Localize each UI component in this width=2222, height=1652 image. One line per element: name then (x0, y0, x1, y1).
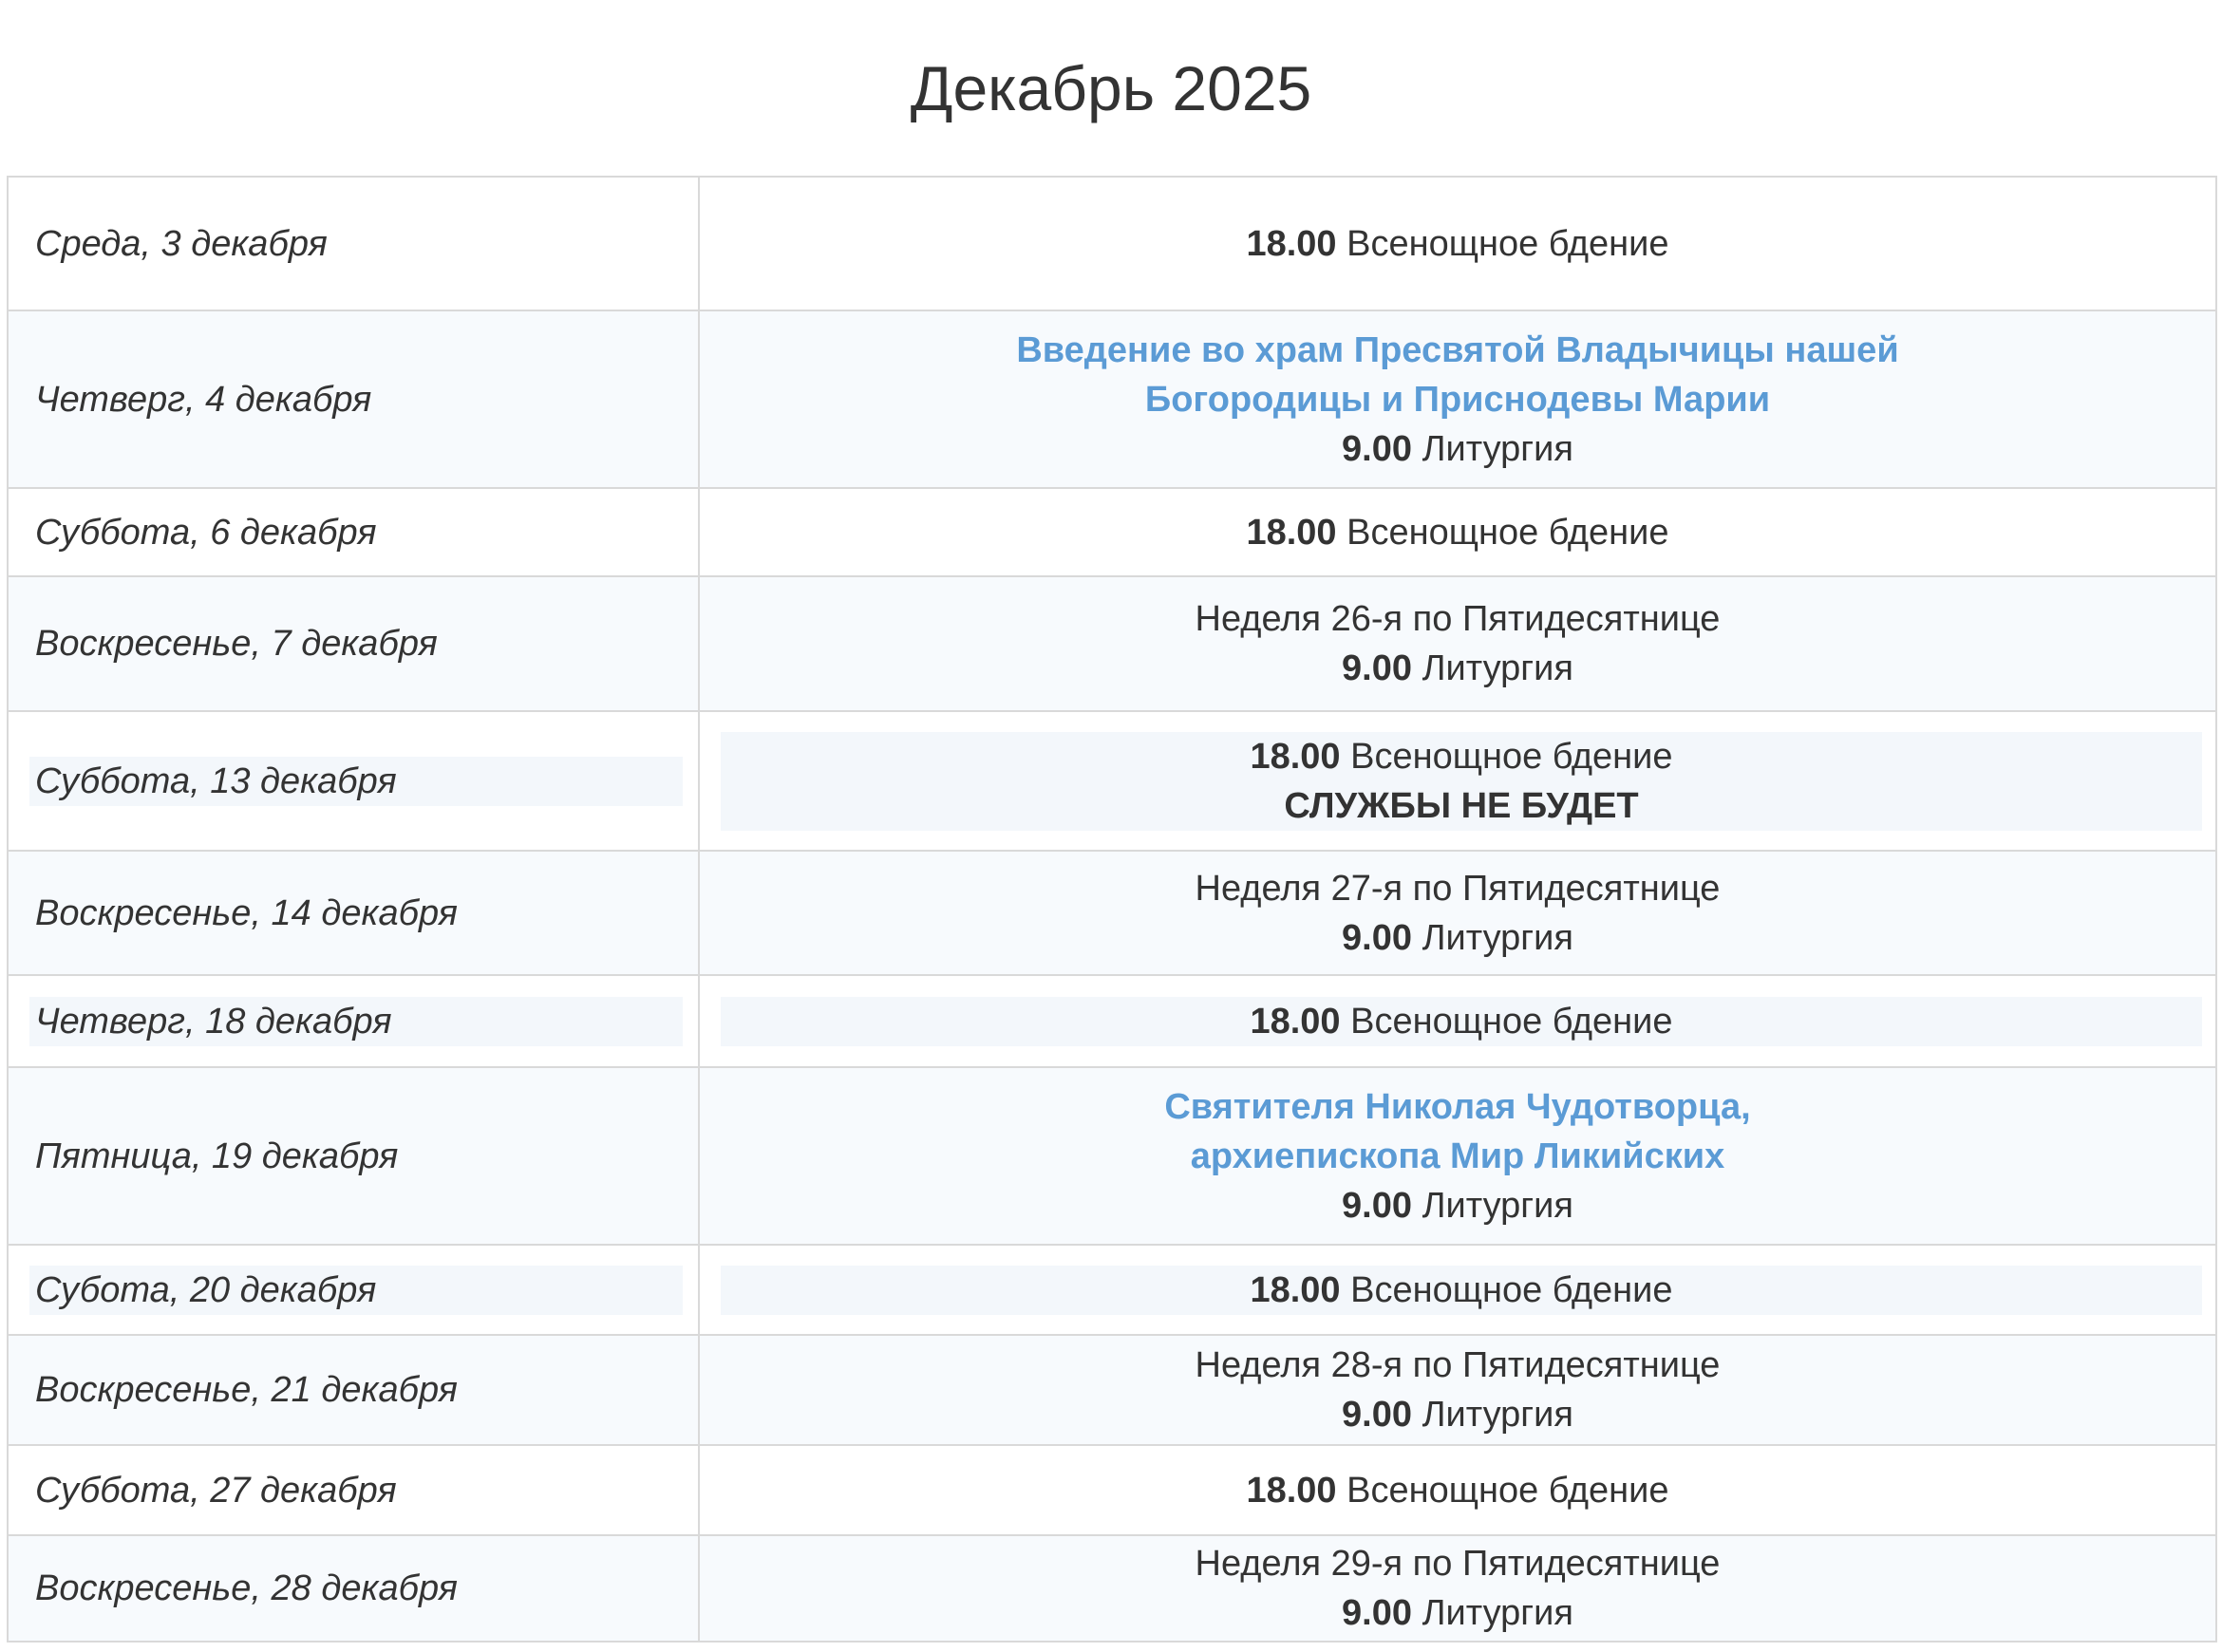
event-cell (699, 1335, 2216, 1445)
service-time: 18.00 (1250, 1001, 1341, 1042)
service-time: 9.00 (1342, 1593, 1413, 1633)
service-time: 9.00 (1342, 1185, 1413, 1226)
event-cell (699, 711, 2216, 851)
page-title: Декабрь 2025 (910, 53, 1312, 123)
highlight-block (721, 997, 2202, 1046)
service-time: 9.00 (1342, 428, 1413, 469)
highlight-block (721, 732, 2202, 831)
date-cell (8, 711, 699, 851)
service-name: Всенощное бдение (1346, 1470, 1669, 1511)
service-line (719, 1390, 2196, 1439)
event-cell (699, 1445, 2216, 1535)
table-row (8, 576, 2216, 711)
service-time: 18.00 (1246, 1470, 1337, 1511)
date-cell: Среда, 3 декабря (8, 177, 699, 310)
table-row (8, 177, 2216, 310)
event-cell (699, 576, 2216, 711)
table-row (8, 310, 2216, 488)
table-row (8, 1245, 2216, 1335)
service-line (719, 1466, 2196, 1515)
feast-title-line: архиепископа Мир Ликийских (1190, 1136, 1725, 1176)
date-cell (8, 1245, 699, 1335)
date-cell: Суббота, 6 декабря (8, 488, 699, 576)
service-line (721, 732, 2202, 781)
table-row (8, 1335, 2216, 1445)
table-row (8, 851, 2216, 975)
service-time: 18.00 (1246, 512, 1337, 553)
service-name: Литургия (1422, 428, 1573, 469)
event-cell (699, 488, 2216, 576)
service-name: Всенощное бдение (1350, 1269, 1673, 1310)
service-time: 18.00 (1246, 223, 1337, 264)
service-line (719, 508, 2196, 557)
date-cell (8, 975, 699, 1067)
service-line (719, 424, 2196, 474)
table-row (8, 1445, 2216, 1535)
service-time: 9.00 (1342, 1395, 1413, 1435)
feast-title-line: Святителя Николая Чудотворца, (1164, 1086, 1751, 1127)
cancellation-notice: СЛУЖБЫ НЕ БУДЕТ (1284, 785, 1639, 826)
date-label: Суббота, 13 декабря (29, 757, 683, 806)
date-cell: Суббота, 27 декабря (8, 1445, 699, 1535)
week-line: Неделя 28-я по Пятидесятнице (1195, 1345, 1721, 1385)
event-cell (699, 1535, 2216, 1642)
table-row (8, 1535, 2216, 1642)
service-line (719, 913, 2196, 963)
table-row (8, 1067, 2216, 1245)
service-name: Литургия (1422, 1593, 1573, 1633)
event-cell (699, 975, 2216, 1067)
service-time: 9.00 (1342, 648, 1413, 688)
date-cell: Воскресенье, 14 декабря (8, 851, 699, 975)
date-cell: Воскресенье, 7 декабря (8, 576, 699, 711)
date-cell: Четверг, 4 декабря (8, 310, 699, 488)
service-name: Всенощное бдение (1350, 1001, 1673, 1042)
event-cell (699, 177, 2216, 310)
date-label: Четверг, 18 декабря (29, 997, 683, 1046)
week-line: Неделя 26-я по Пятидесятнице (1195, 599, 1721, 639)
week-line: Неделя 27-я по Пятидесятнице (1195, 868, 1721, 909)
service-time: 9.00 (1342, 917, 1413, 958)
date-cell: Воскресенье, 21 декабря (8, 1335, 699, 1445)
event-cell (699, 1067, 2216, 1245)
service-name: Литургия (1422, 1395, 1573, 1435)
service-line (719, 1588, 2196, 1638)
service-name: Всенощное бдение (1346, 512, 1669, 553)
week-line: Неделя 29-я по Пятидесятнице (1195, 1544, 1721, 1584)
service-line (721, 997, 2202, 1046)
service-name: Литургия (1422, 1185, 1573, 1226)
date-cell: Пятница, 19 декабря (8, 1067, 699, 1245)
service-time: 18.00 (1250, 736, 1341, 777)
event-cell (699, 1245, 2216, 1335)
service-line (721, 1266, 2202, 1315)
service-line (719, 219, 2196, 269)
service-name: Всенощное бдение (1346, 223, 1669, 264)
service-name: Литургия (1422, 648, 1573, 688)
service-line (719, 644, 2196, 693)
schedule-table (7, 176, 2217, 1643)
date-label: Субота, 20 декабря (29, 1266, 683, 1315)
event-cell (699, 851, 2216, 975)
feast-title-line: Введение во храм Пресвятой Владычицы нашей (1016, 329, 1899, 370)
event-cell (699, 310, 2216, 488)
highlight-block (721, 1266, 2202, 1315)
service-time: 18.00 (1250, 1269, 1341, 1310)
service-name: Литургия (1422, 917, 1573, 958)
table-row (8, 975, 2216, 1067)
feast-title-line: Богородицы и Приснодевы Марии (1144, 379, 1771, 420)
service-name: Всенощное бдение (1350, 736, 1673, 777)
table-row (8, 488, 2216, 576)
date-cell: Воскресенье, 28 декабря (8, 1535, 699, 1642)
table-row (8, 711, 2216, 851)
service-line (719, 1181, 2196, 1230)
